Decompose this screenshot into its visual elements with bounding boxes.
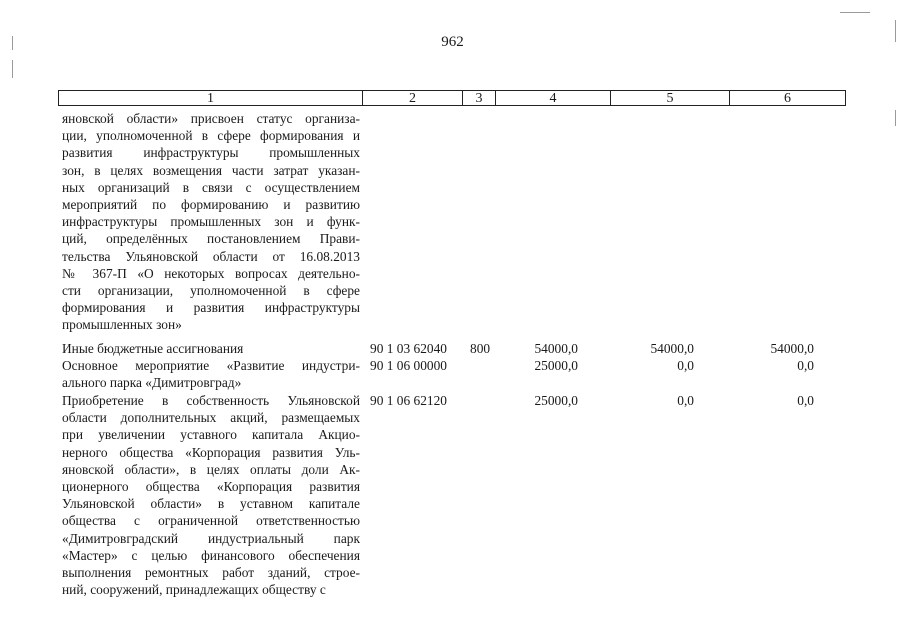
scan-artifact xyxy=(12,36,13,50)
row-description xyxy=(62,110,360,334)
amount-col4: 54000,0 xyxy=(534,341,578,356)
header-cell-3: 3 xyxy=(462,90,496,106)
amount-col6: 54000,0 xyxy=(770,341,814,356)
description-line: ального парка «Димитровград» xyxy=(62,375,242,391)
page-number: 962 xyxy=(441,34,464,50)
header-cell-5: 5 xyxy=(610,90,730,106)
description-line: промышленных зон» xyxy=(62,317,182,333)
description-line: мероприятий по формированию и развитию xyxy=(62,197,360,213)
description-line: сти организации, уполномоченной в сфере xyxy=(62,283,360,299)
description-line: «Мастер» с целью финансового обеспечения xyxy=(62,547,360,563)
row-description xyxy=(62,357,360,391)
budget-code: 90 1 06 00000 xyxy=(370,358,447,373)
row-description xyxy=(62,392,360,598)
amount-col5: 0,0 xyxy=(677,393,694,408)
budget-code: 90 1 03 62040 xyxy=(370,341,447,356)
description-line: инфраструктуры промышленных зон и функ- xyxy=(62,214,360,230)
header-cell-4: 4 xyxy=(495,90,611,106)
description-line: Приобретение в собственность Ульяновской xyxy=(62,393,360,408)
amount-col5: 54000,0 xyxy=(650,341,694,356)
description-line: яновской области», в целях оплаты доли Ак- xyxy=(62,461,360,477)
description-line: ций, определённых постановлением Прави- xyxy=(62,231,360,247)
description-line: при увеличении уставного капитала Акцио- xyxy=(62,427,360,443)
amount-col6: 0,0 xyxy=(797,358,814,373)
amount-col4: 25000,0 xyxy=(534,358,578,373)
scan-artifact xyxy=(895,110,896,126)
description-line: области дополнительных акций, размещаемых xyxy=(62,410,360,426)
description-line: яновской области» присвоен статус организа- xyxy=(62,111,360,126)
scan-artifact xyxy=(895,20,896,42)
row-description xyxy=(62,340,360,357)
description-line: ции, уполномоченной в сфере формирования и xyxy=(62,128,360,144)
description-line: Иные бюджетные ассигнования xyxy=(62,341,244,356)
header-cell-2: 2 xyxy=(362,90,463,106)
description-line: ных организаций в связи с осуществлением xyxy=(62,179,360,195)
description-line: развития инфраструктуры промышленных xyxy=(62,145,360,161)
description-line: нерного общества «Корпорация развития Уль- xyxy=(62,444,360,460)
header-cell-6: 6 xyxy=(729,90,846,106)
expense-type: 800 xyxy=(470,341,491,356)
description-line: тельства Ульяновской области от 16.08.2013 xyxy=(62,248,360,264)
budget-code: 90 1 06 62120 xyxy=(370,393,447,408)
amount-col6: 0,0 xyxy=(797,393,814,408)
description-line: формирования и развития инфраструктуры xyxy=(62,300,360,316)
description-line: ционерного общества «Корпорация развития xyxy=(62,479,360,495)
amount-col4: 25000,0 xyxy=(534,393,578,408)
description-line: Ульяновской области» в уставном капитале xyxy=(62,496,360,512)
description-line: общества с ограниченной ответственностью xyxy=(62,513,360,529)
scan-artifact xyxy=(840,12,870,13)
scan-artifact xyxy=(12,60,13,78)
description-line: № 367-П «О некоторых вопросах деятельно- xyxy=(62,265,360,281)
description-line: выполнения ремонтных работ зданий, строе- xyxy=(62,565,360,581)
description-line: Основное мероприятие «Развитие индустри- xyxy=(62,358,360,373)
amount-col5: 0,0 xyxy=(677,358,694,373)
description-line: зон, в целях возмещения части затрат указан- xyxy=(62,162,360,178)
header-cell-1: 1 xyxy=(58,90,363,106)
description-line: «Димитровградский индустриальный парк xyxy=(62,530,360,546)
description-line: ний, сооружений, принадлежащих обществу с xyxy=(62,582,326,598)
